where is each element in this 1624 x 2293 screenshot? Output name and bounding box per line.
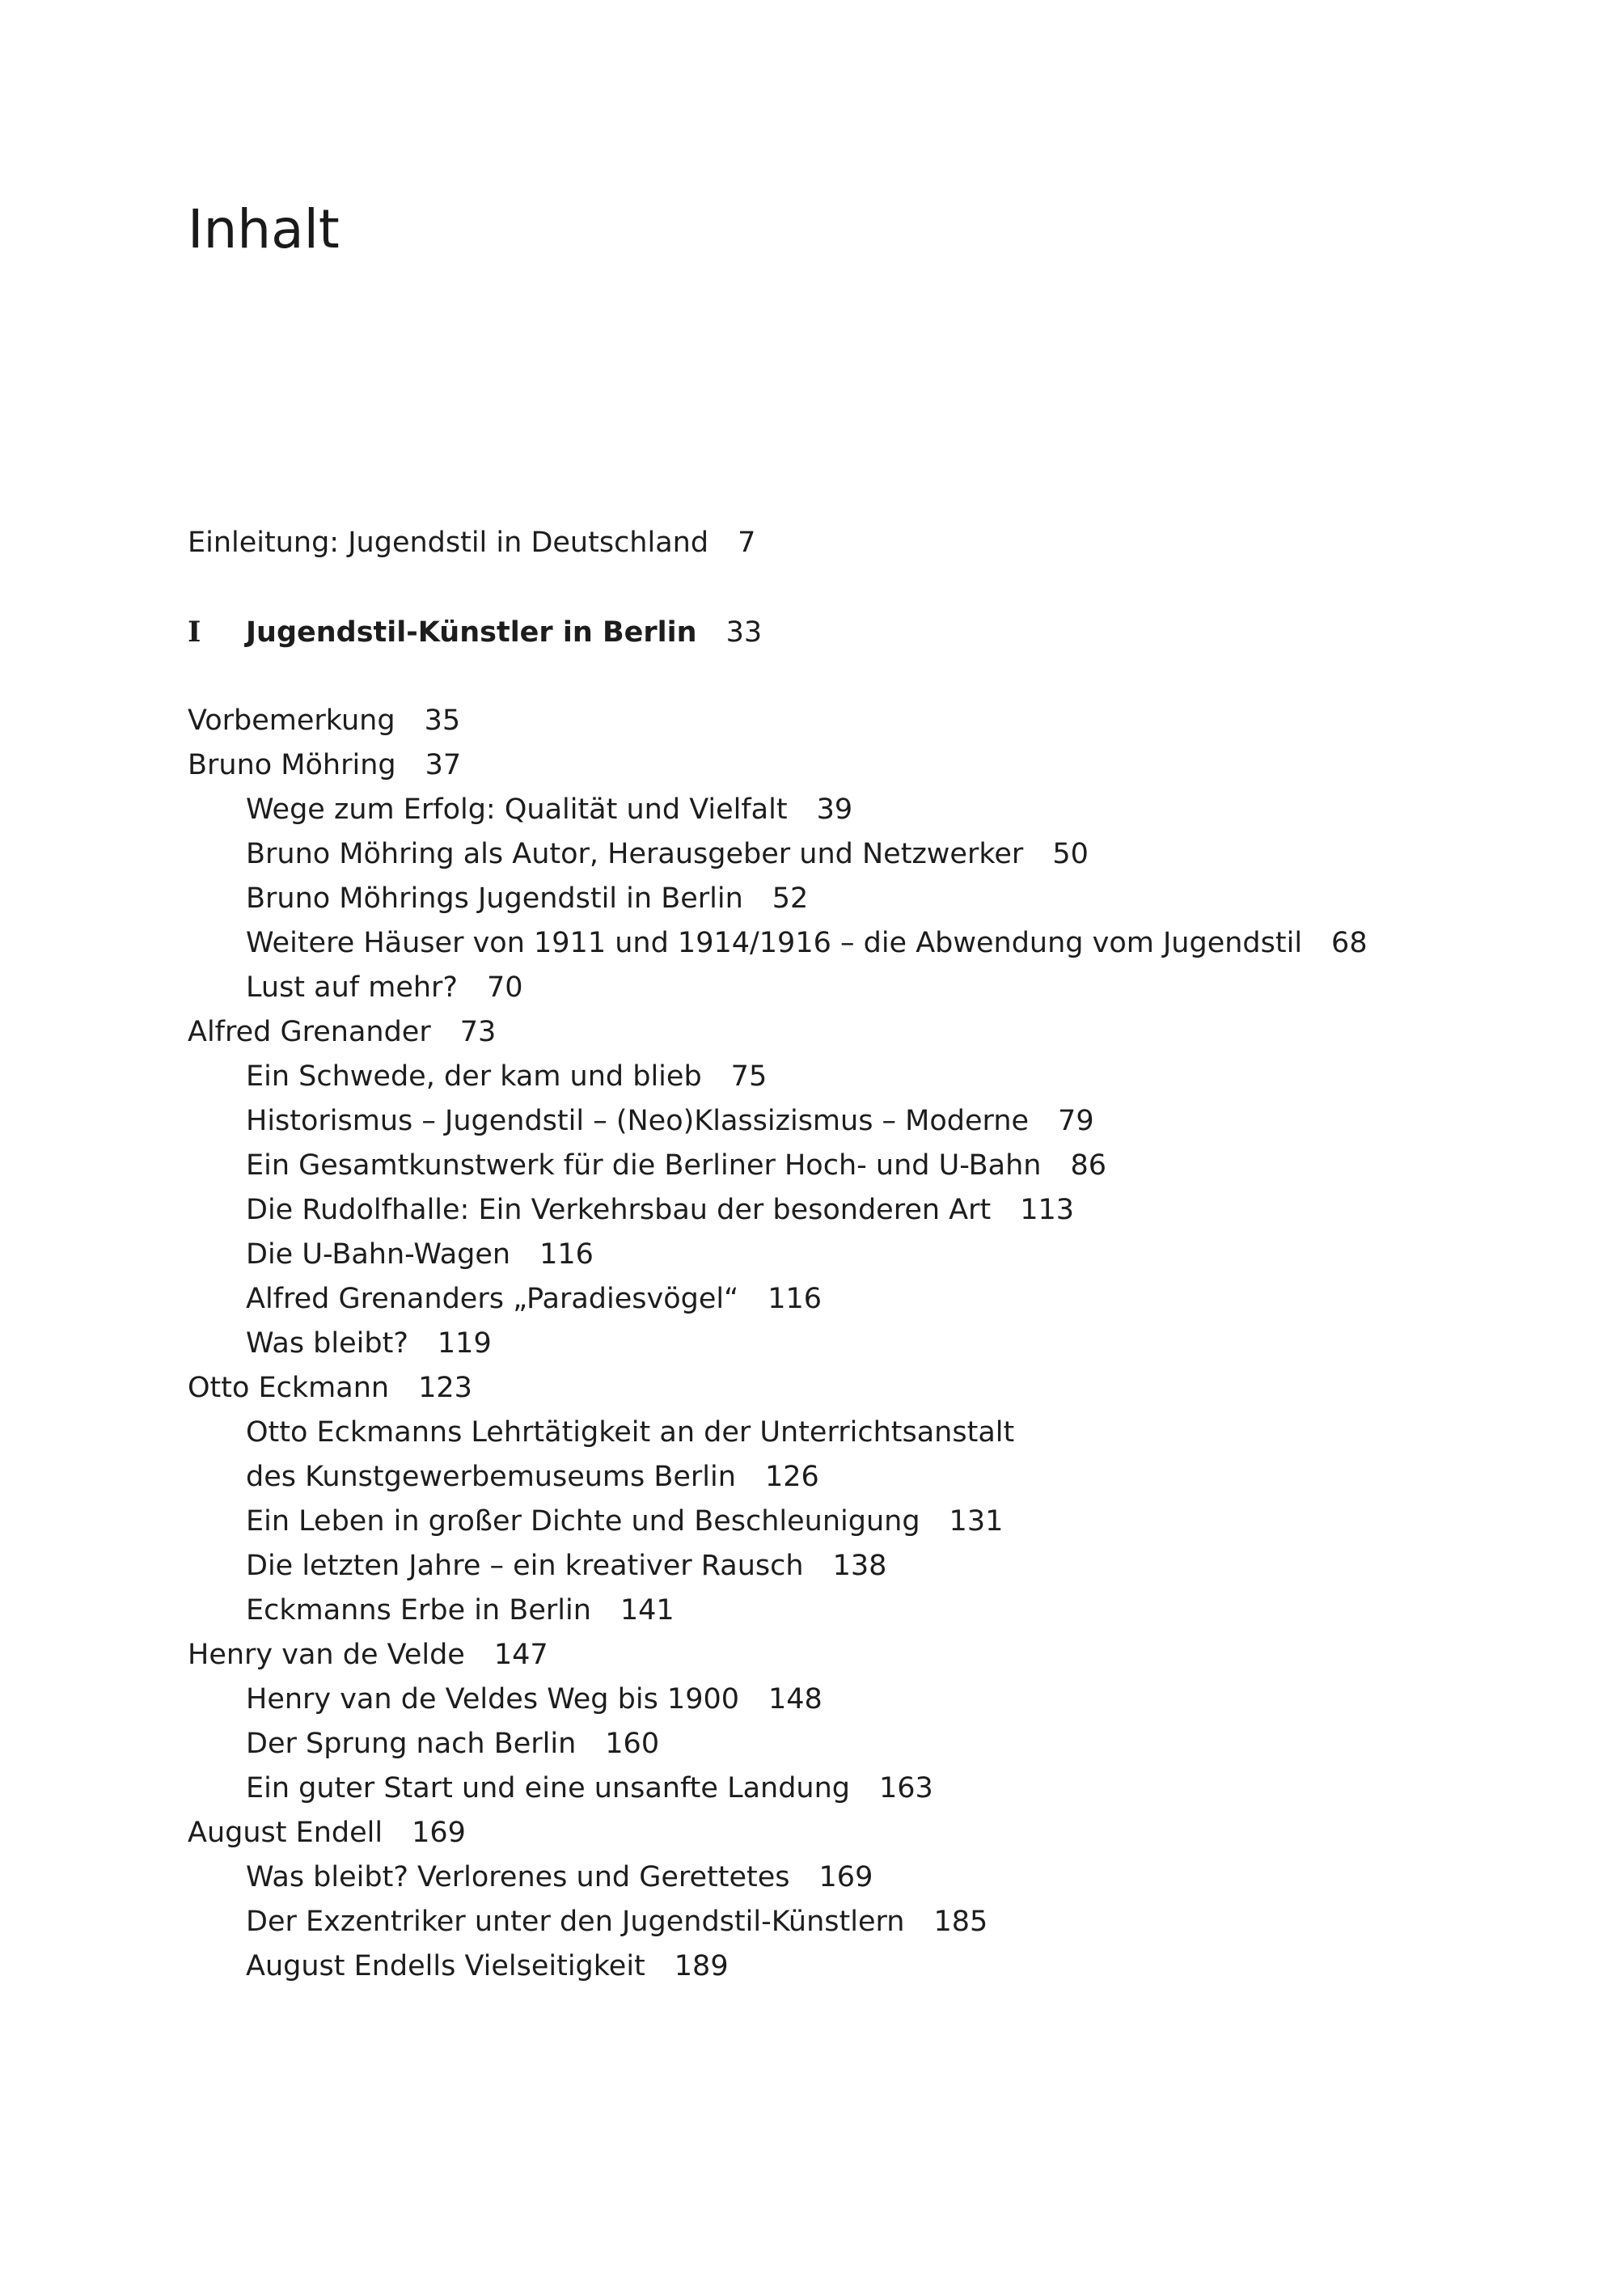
toc-entry-text: Otto Eckmann [188, 1372, 390, 1404]
toc-subentry[interactable] [188, 877, 1522, 921]
toc-entry-text: Bruno Möhrings Jugendstil in Berlin [246, 882, 743, 915]
toc-entry-page: 50 [1052, 838, 1089, 870]
toc-entry-text: Die Rudolfhalle: Ein Verkehrsbau der besonderen Art [246, 1194, 992, 1226]
table-of-contents [188, 521, 1522, 1989]
toc-subentry[interactable] [188, 1322, 1522, 1366]
toc-entry-text: Der Exzentriker unter den Jugendstil-Künstlern [246, 1906, 905, 1938]
toc-subentry[interactable] [188, 832, 1522, 877]
toc-entry-page: 160 [605, 1728, 660, 1760]
toc-subentry[interactable] [188, 1855, 1522, 1900]
toc-entry-page: 138 [832, 1550, 887, 1582]
toc-intro-text: Einleitung: Jugendstil in Deutschland [188, 527, 709, 559]
toc-entry-page: 163 [879, 1772, 933, 1804]
toc-entry-page: 79 [1058, 1105, 1094, 1137]
toc-subentry[interactable] [188, 1277, 1522, 1322]
toc-part-heading[interactable] [188, 610, 1522, 654]
toc-entry-text: Historismus – Jugendstil – (Neo)Klassizismus – Moderne [246, 1105, 1030, 1137]
toc-entry-text: Otto Eckmanns Lehrtätigkeit an der Unterrichtsanstalt [246, 1416, 1015, 1449]
toc-subentry[interactable] [188, 1944, 1522, 1989]
toc-entry-text: Was bleibt? Verlorenes und Gerettetes [246, 1861, 790, 1893]
toc-subentry[interactable] [188, 1144, 1522, 1188]
toc-entry-text: Eckmanns Erbe in Berlin [246, 1594, 591, 1627]
toc-subentry[interactable] [188, 1455, 1522, 1500]
part-number: I [188, 616, 201, 649]
toc-entry-text: des Kunstgewerbemuseums Berlin [246, 1461, 736, 1493]
toc-entry-page: 35 [424, 704, 461, 737]
toc-intro-page: 7 [738, 527, 756, 559]
toc-entry-text: Henry van de Velde [188, 1639, 465, 1671]
toc-entry-text: Ein Schwede, der kam und blieb [246, 1060, 702, 1093]
toc-entry-page: 141 [620, 1594, 675, 1627]
part-title: Jugendstil-Künstler in Berlin [246, 616, 697, 649]
toc-entry-page: 86 [1070, 1149, 1106, 1182]
part-page: 33 [725, 616, 763, 649]
toc-entry-text: Henry van de Veldes Weg bis 1900 [246, 1683, 740, 1716]
toc-entry-text: Vorbemerkung [188, 704, 395, 737]
toc-entry-text: August Endells Vielseitigkeit [246, 1950, 645, 1982]
toc-entries [188, 699, 1522, 1989]
toc-entry-text: Bruno Möhring als Autor, Herausgeber und Netzwerker [246, 838, 1024, 870]
toc-subentry[interactable] [188, 1677, 1522, 1722]
toc-entry-page: 113 [1020, 1194, 1075, 1226]
toc-subentry[interactable] [188, 1099, 1522, 1144]
toc-entry-text: Ein Leben in großer Dichte und Beschleunigung [246, 1505, 920, 1538]
toc-subentry[interactable] [188, 1722, 1522, 1766]
toc-entry-text: Was bleibt? [246, 1327, 408, 1360]
toc-subentry[interactable] [188, 1188, 1522, 1233]
toc-subentry[interactable] [188, 1589, 1522, 1633]
toc-entry-page: 169 [818, 1861, 873, 1893]
toc-entry-text: Ein guter Start und eine unsanfte Landung [246, 1772, 850, 1804]
toc-entry-text: Die U-Bahn-Wagen [246, 1238, 511, 1271]
toc-entry-page: 68 [1331, 927, 1368, 959]
toc-subentry[interactable] [188, 788, 1522, 832]
toc-entry-page: 185 [933, 1906, 988, 1938]
toc-entry-page: 116 [768, 1283, 823, 1315]
toc-entry-page: 131 [949, 1505, 1004, 1538]
toc-intro[interactable] [188, 521, 1522, 565]
toc-entry-page: 39 [816, 793, 853, 826]
toc-entry-page: 169 [412, 1817, 466, 1849]
toc-subentry[interactable] [188, 1233, 1522, 1277]
toc-entry-page: 126 [764, 1461, 819, 1493]
toc-entry-page: 37 [425, 749, 462, 781]
toc-subentry[interactable] [188, 1900, 1522, 1944]
toc-entry[interactable] [188, 1811, 1522, 1855]
toc-entry[interactable] [188, 743, 1522, 788]
toc-entry-page: 70 [487, 971, 523, 1004]
toc-entry-text: Die letzten Jahre – ein kreativer Rausch [246, 1550, 804, 1582]
toc-entry[interactable] [188, 1633, 1522, 1677]
toc-entry-text: Bruno Möhring [188, 749, 396, 781]
toc-entry-text: August Endell [188, 1817, 383, 1849]
toc-entry-text: Weitere Häuser von 1911 und 1914/1916 – die Abwendung vom Jugendstil [246, 927, 1303, 959]
toc-entry-page: 147 [493, 1639, 548, 1671]
toc-entry-text: Lust auf mehr? [246, 971, 459, 1004]
toc-entry-page: 148 [768, 1683, 823, 1716]
toc-entry-page: 119 [437, 1327, 492, 1360]
toc-entry-page: 52 [772, 882, 809, 915]
toc-entry-text: Alfred Grenanders „Paradiesvögel“ [246, 1283, 739, 1315]
toc-entry-page: 189 [674, 1950, 729, 1982]
page-title: Inhalt [188, 198, 340, 260]
toc-subentry[interactable] [188, 1055, 1522, 1099]
toc-entry-page: 123 [418, 1372, 472, 1404]
toc-subentry[interactable] [188, 966, 1522, 1010]
toc-entry-text: Wege zum Erfolg: Qualität und Vielfalt [246, 793, 788, 826]
toc-subentry[interactable] [188, 1544, 1522, 1589]
toc-entry[interactable] [188, 699, 1522, 743]
toc-entry-text: Der Sprung nach Berlin [246, 1728, 577, 1760]
toc-entry-page: 75 [730, 1060, 768, 1093]
toc-subentry[interactable] [188, 921, 1522, 966]
toc-entry-page: 116 [539, 1238, 594, 1271]
toc-entry-text: Ein Gesamtkunstwerk für die Berliner Hoch- und U-Bahn [246, 1149, 1042, 1182]
toc-entry-page: 73 [459, 1016, 497, 1048]
toc-entry-text: Alfred Grenander [188, 1016, 431, 1048]
toc-subentry[interactable] [188, 1766, 1522, 1811]
toc-subentry[interactable] [188, 1411, 1522, 1455]
toc-entry[interactable] [188, 1366, 1522, 1411]
toc-subentry[interactable] [188, 1500, 1522, 1544]
toc-entry[interactable] [188, 1010, 1522, 1055]
